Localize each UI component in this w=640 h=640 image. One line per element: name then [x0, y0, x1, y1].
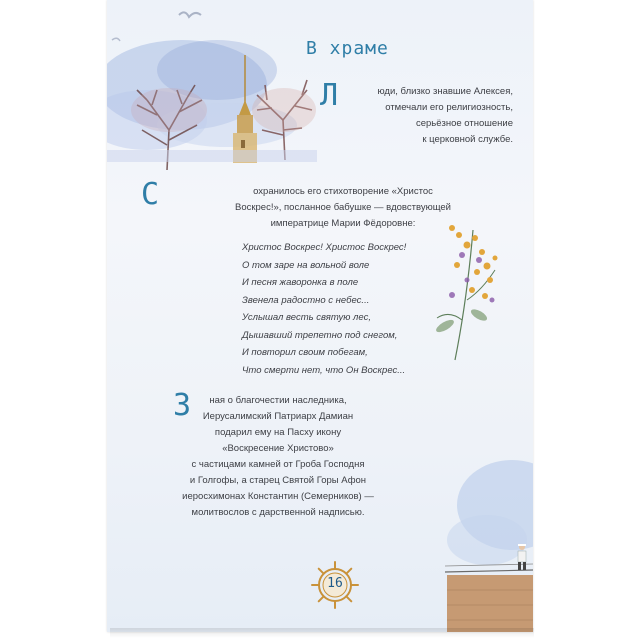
poem-line: И песня жаворонка в поле: [242, 277, 359, 288]
poem-line: И повторил своим побегам,: [242, 347, 368, 358]
page-number: [317, 567, 353, 603]
paragraph-line: юди, близко знавшие Алексея,: [377, 86, 513, 97]
poem-line: Услышал весть святую лес,: [242, 312, 371, 323]
paragraph-line: Иерусалимский Патриарх Дамиан: [202, 411, 354, 422]
poem-line: Звенела радостно с небес...: [242, 294, 370, 306]
paragraph-3: [133, 388, 423, 521]
page-shadow: [110, 628, 534, 638]
page-number-text: 16: [327, 576, 343, 591]
paragraph-line: с частицами камней от Гроба Господня: [191, 459, 365, 470]
winter-church-illustration: [107, 12, 317, 170]
book-page: [107, 0, 533, 632]
paragraph-line: «Воскресение Христово»: [222, 443, 334, 454]
dropcap-paragraph-1: Л: [320, 78, 339, 113]
dropcap-paragraph-3: З: [173, 388, 192, 423]
sea-scene-illustration: [445, 460, 533, 632]
paragraph-line: охранилось его стихотворение «Христос: [253, 186, 433, 197]
paragraph-line: Воскрес!», посланное бабушке — вдовствующей: [234, 202, 451, 213]
section-title: В храме: [306, 38, 389, 59]
poem-line: Дышавший трепетно под снегом,: [242, 329, 398, 341]
paragraph-line: молитвослов с дарственной надписью.: [191, 507, 365, 518]
paragraph-line: ная о благочестии наследника,: [209, 395, 347, 406]
paragraph-line: к церковной службе.: [422, 134, 513, 145]
paragraph-line: серьёзное отношение: [415, 118, 513, 129]
paragraph-line: и Голгофы, а старец Святой Горы Афон: [189, 475, 367, 486]
poem-line: О том заре на вольной воле: [242, 259, 370, 271]
paragraph-line: императрице Марии Фёдоровне:: [270, 218, 416, 229]
paragraph-1: [333, 84, 513, 148]
paragraph-line: подарил ему на Пасху икону: [214, 427, 342, 438]
paragraph-line: иеросхимонах Константин (Семерников) —: [182, 491, 374, 502]
dropcap-paragraph-2: С: [141, 177, 160, 212]
poem: [242, 239, 442, 379]
poem-line: Что смерти нет, что Он Воскрес...: [242, 364, 406, 376]
paragraph-2: [183, 184, 503, 232]
flower-illustration: [434, 225, 497, 360]
poem-line: Христос Воскрес! Христос Воскрес!: [242, 242, 407, 253]
paragraph-line: отмечали его религиозность,: [385, 102, 513, 113]
